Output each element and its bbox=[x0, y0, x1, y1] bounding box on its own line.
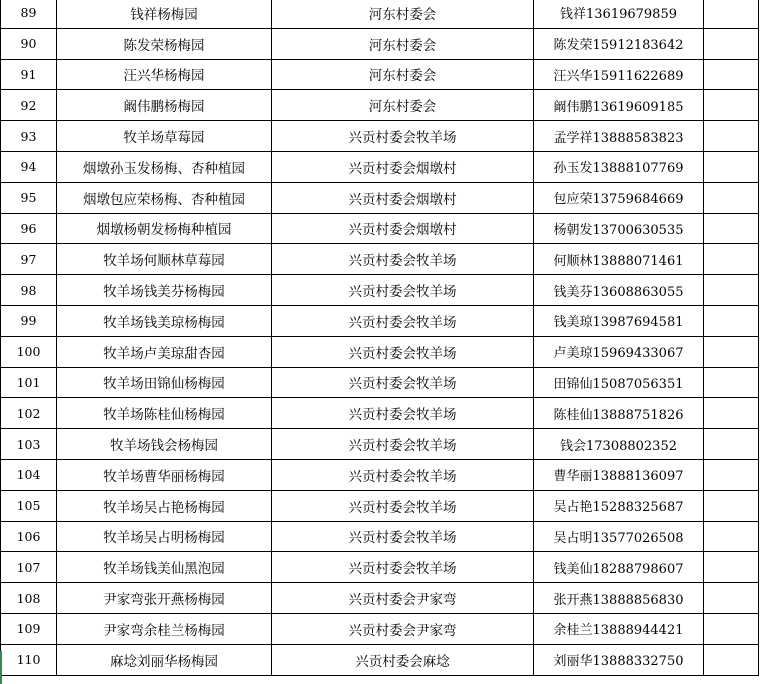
orchard-location: 兴贡村委会牧羊场 bbox=[272, 305, 534, 336]
table-row bbox=[1, 552, 759, 583]
orchard-location: 兴贡村委会牧羊场 bbox=[272, 521, 534, 552]
orchard-location: 河东村委会 bbox=[272, 90, 534, 121]
table-body bbox=[1, 0, 759, 675]
orchard-name: 牧羊场田锦仙杨梅园 bbox=[57, 367, 272, 398]
row-number: 94 bbox=[1, 151, 57, 182]
empty-cell bbox=[704, 336, 759, 367]
empty-cell bbox=[704, 121, 759, 152]
contact-info: 钱会17308802352 bbox=[534, 429, 704, 460]
empty-cell bbox=[704, 151, 759, 182]
empty-cell bbox=[704, 552, 759, 583]
contact-info: 吴占明13577026508 bbox=[534, 521, 704, 552]
orchard-name: 烟墩孙玉发杨梅、杏种植园 bbox=[57, 151, 272, 182]
contact-info: 孟学祥13888583823 bbox=[534, 121, 704, 152]
orchard-name: 牧羊场钱美芬杨梅园 bbox=[57, 275, 272, 306]
row-number: 101 bbox=[1, 367, 57, 398]
contact-info: 钱美仙18288798607 bbox=[534, 552, 704, 583]
row-number: 97 bbox=[1, 244, 57, 275]
orchard-location: 河东村委会 bbox=[272, 28, 534, 59]
orchard-name: 汪兴华杨梅园 bbox=[57, 59, 272, 90]
orchard-location: 兴贡村委会牧羊场 bbox=[272, 459, 534, 490]
table-row bbox=[1, 59, 759, 90]
contact-info: 张开燕13888856830 bbox=[534, 583, 704, 614]
orchard-name: 烟墩包应荣杨梅、杏种植园 bbox=[57, 182, 272, 213]
table-row bbox=[1, 613, 759, 644]
row-number: 106 bbox=[1, 521, 57, 552]
orchard-location: 兴贡村委会烟墩村 bbox=[272, 182, 534, 213]
empty-cell bbox=[704, 429, 759, 460]
row-number: 90 bbox=[1, 28, 57, 59]
orchard-name: 钱祥杨梅园 bbox=[57, 0, 272, 28]
contact-info: 陈发荣15912183642 bbox=[534, 28, 704, 59]
row-number: 98 bbox=[1, 275, 57, 306]
contact-info: 陈桂仙13888751826 bbox=[534, 398, 704, 429]
orchard-location: 河东村委会 bbox=[272, 59, 534, 90]
contact-info: 钱美琼13987694581 bbox=[534, 305, 704, 336]
orchard-name: 尹家弯余桂兰杨梅园 bbox=[57, 613, 272, 644]
orchard-location: 兴贡村委会麻埝 bbox=[272, 644, 534, 675]
empty-cell bbox=[704, 367, 759, 398]
contact-info: 田锦仙15087056351 bbox=[534, 367, 704, 398]
orchard-location: 兴贡村委会烟墩村 bbox=[272, 151, 534, 182]
empty-cell bbox=[704, 305, 759, 336]
empty-cell bbox=[704, 490, 759, 521]
row-number: 108 bbox=[1, 583, 57, 614]
empty-cell bbox=[704, 521, 759, 552]
empty-cell bbox=[704, 398, 759, 429]
table-row bbox=[1, 429, 759, 460]
orchard-name: 牧羊场吴占艳杨梅园 bbox=[57, 490, 272, 521]
contact-info: 杨朝发13700630535 bbox=[534, 213, 704, 244]
orchard-location: 兴贡村委会牧羊场 bbox=[272, 552, 534, 583]
orchard-location: 兴贡村委会尹家弯 bbox=[272, 613, 534, 644]
table-row bbox=[1, 275, 759, 306]
orchard-name: 阚伟鹏杨梅园 bbox=[57, 90, 272, 121]
table-row bbox=[1, 0, 759, 28]
orchard-name: 牧羊场钱会杨梅园 bbox=[57, 429, 272, 460]
table-row bbox=[1, 521, 759, 552]
contact-info: 刘丽华13888332750 bbox=[534, 644, 704, 675]
row-number: 100 bbox=[1, 336, 57, 367]
empty-cell bbox=[704, 90, 759, 121]
table-row bbox=[1, 244, 759, 275]
row-number: 109 bbox=[1, 613, 57, 644]
contact-info: 吴占艳15288325687 bbox=[534, 490, 704, 521]
contact-info: 曹华丽13888136097 bbox=[534, 459, 704, 490]
orchard-name: 牧羊场何顺林草莓园 bbox=[57, 244, 272, 275]
orchard-name: 陈发荣杨梅园 bbox=[57, 28, 272, 59]
orchard-name: 牧羊场钱美琼杨梅园 bbox=[57, 305, 272, 336]
row-number: 107 bbox=[1, 552, 57, 583]
row-number: 89 bbox=[1, 0, 57, 28]
orchard-location: 兴贡村委会牧羊场 bbox=[272, 398, 534, 429]
table-row bbox=[1, 336, 759, 367]
orchard-location: 兴贡村委会牧羊场 bbox=[272, 244, 534, 275]
row-number: 104 bbox=[1, 459, 57, 490]
empty-cell bbox=[704, 613, 759, 644]
table-row bbox=[1, 121, 759, 152]
contact-info: 汪兴华15911622689 bbox=[534, 59, 704, 90]
orchard-location: 兴贡村委会牧羊场 bbox=[272, 336, 534, 367]
table-row bbox=[1, 398, 759, 429]
contact-info: 钱美芬13608863055 bbox=[534, 275, 704, 306]
row-number: 105 bbox=[1, 490, 57, 521]
contact-info: 余桂兰13888944421 bbox=[534, 613, 704, 644]
empty-cell bbox=[704, 28, 759, 59]
table-row bbox=[1, 583, 759, 614]
orchard-location: 兴贡村委会牧羊场 bbox=[272, 490, 534, 521]
row-marker bbox=[0, 651, 2, 684]
contact-info: 钱祥13619679859 bbox=[534, 0, 704, 28]
contact-info: 包应荣13759684669 bbox=[534, 182, 704, 213]
orchard-name: 牧羊场吴占明杨梅园 bbox=[57, 521, 272, 552]
orchard-location: 兴贡村委会尹家弯 bbox=[272, 583, 534, 614]
table-row bbox=[1, 182, 759, 213]
table-row bbox=[1, 490, 759, 521]
empty-cell bbox=[704, 275, 759, 306]
empty-cell bbox=[704, 0, 759, 28]
orchard-location: 兴贡村委会烟墩村 bbox=[272, 213, 534, 244]
table-row bbox=[1, 28, 759, 59]
orchard-name: 尹家弯张开燕杨梅园 bbox=[57, 583, 272, 614]
orchard-name: 牧羊场卢美琼甜杏园 bbox=[57, 336, 272, 367]
row-number: 92 bbox=[1, 90, 57, 121]
table-row bbox=[1, 459, 759, 490]
orchard-name: 牧羊场陈桂仙杨梅园 bbox=[57, 398, 272, 429]
contact-info: 卢美琼15969433067 bbox=[534, 336, 704, 367]
row-number: 99 bbox=[1, 305, 57, 336]
orchard-name: 烟墩杨朝发杨梅种植园 bbox=[57, 213, 272, 244]
row-number: 91 bbox=[1, 59, 57, 90]
table-row bbox=[1, 305, 759, 336]
orchard-location: 河东村委会 bbox=[272, 0, 534, 28]
contact-info: 阚伟鹏13619609185 bbox=[534, 90, 704, 121]
orchard-location: 兴贡村委会牧羊场 bbox=[272, 367, 534, 398]
table-row bbox=[1, 151, 759, 182]
orchard-name: 麻埝刘丽华杨梅园 bbox=[57, 644, 272, 675]
empty-cell bbox=[704, 182, 759, 213]
row-number: 96 bbox=[1, 213, 57, 244]
orchard-location: 兴贡村委会牧羊场 bbox=[272, 121, 534, 152]
empty-cell bbox=[704, 59, 759, 90]
table-row bbox=[1, 644, 759, 675]
orchard-location: 兴贡村委会牧羊场 bbox=[272, 275, 534, 306]
contact-info: 孙玉发13888107769 bbox=[534, 151, 704, 182]
table-row bbox=[1, 213, 759, 244]
empty-cell bbox=[704, 459, 759, 490]
orchard-name: 牧羊场草莓园 bbox=[57, 121, 272, 152]
table-row bbox=[1, 90, 759, 121]
row-number: 102 bbox=[1, 398, 57, 429]
orchard-location: 兴贡村委会牧羊场 bbox=[272, 429, 534, 460]
row-number: 95 bbox=[1, 182, 57, 213]
row-number: 110 bbox=[1, 644, 57, 675]
contact-info: 何顺林13888071461 bbox=[534, 244, 704, 275]
table-row bbox=[1, 367, 759, 398]
orchard-name: 牧羊场曹华丽杨梅园 bbox=[57, 459, 272, 490]
empty-cell bbox=[704, 644, 759, 675]
empty-cell bbox=[704, 213, 759, 244]
empty-cell bbox=[704, 583, 759, 614]
row-number: 93 bbox=[1, 121, 57, 152]
orchard-name: 牧羊场钱美仙黑泡园 bbox=[57, 552, 272, 583]
empty-cell bbox=[704, 244, 759, 275]
row-number: 103 bbox=[1, 429, 57, 460]
